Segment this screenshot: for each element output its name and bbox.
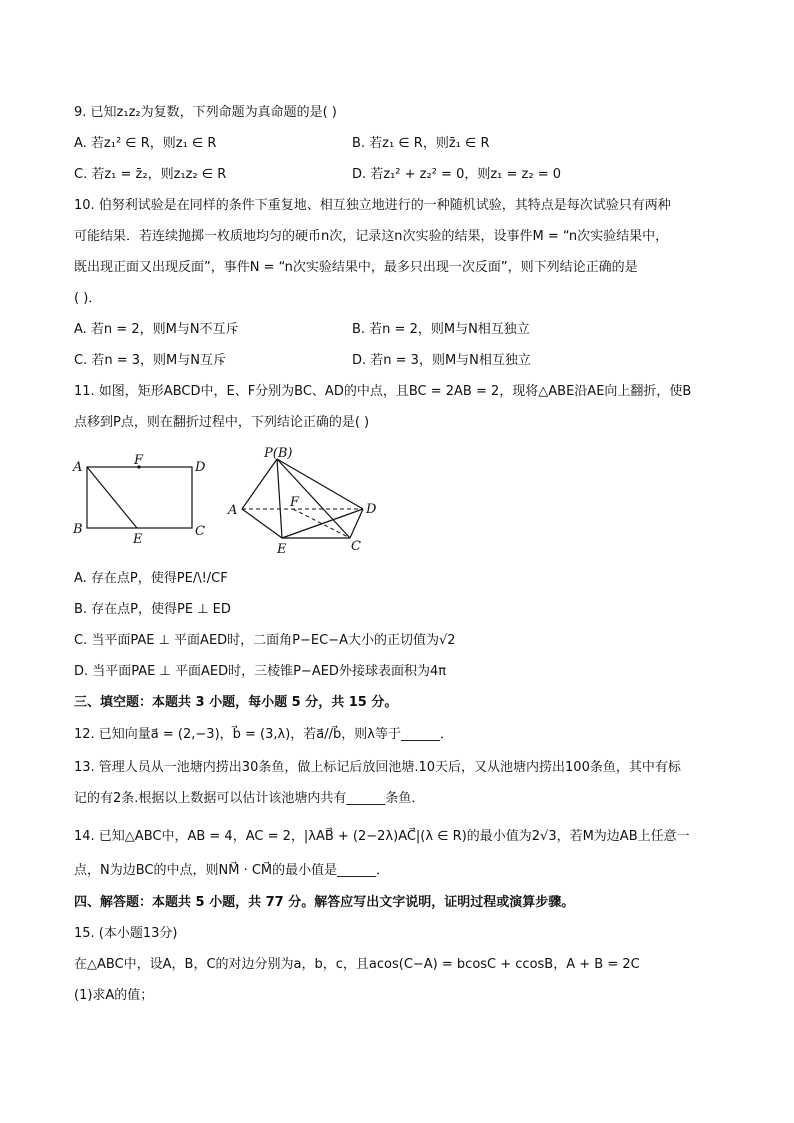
q10-line-4: ( )． xyxy=(74,291,102,306)
q11-option-b: B. 存在点P，使得PE ⊥ ED xyxy=(74,602,231,617)
q10-option-c: C. 若n = 3，则M与N互斥 xyxy=(74,353,226,368)
q15-header: 15. (本小题13分) xyxy=(74,926,178,941)
q15-line-2: (1)求A的值； xyxy=(74,988,154,1003)
label-f: F xyxy=(290,495,300,510)
q9-stem: 9. 已知z₁z₂为复数，下列命题为真命题的是( ) xyxy=(74,105,337,120)
label-e: E xyxy=(277,542,287,557)
segment-ae xyxy=(87,467,137,528)
rectangle-figure xyxy=(72,453,206,547)
label-pb: P(B) xyxy=(264,446,293,461)
label-a: A xyxy=(228,503,238,518)
q12-text: 12. 已知向量a⃗ = (2,−3)，b⃗ = (3,λ)，若a⃗//b⃗，则λ等于______． xyxy=(74,727,453,742)
label-b: B xyxy=(73,522,83,537)
q9-option-b: B. 若z₁ ∈ R，则z̄₁ ∈ R xyxy=(352,136,490,151)
q10-option-a: A. 若n = 2，则M与N不互斥 xyxy=(74,322,239,337)
segment-pe xyxy=(277,459,282,538)
q15-line-1: 在△ABC中，设A，B，C的对边分别为a，b，c，且acos(C−A) = bcosC + ccosB，A + B = 2C xyxy=(74,957,640,972)
segment-ae xyxy=(242,509,282,538)
q10-line-2: 可能结果．若连续抛掷一枚质地均匀的硬币n次，记录这n次实验的结果，设事件M = “n次实验结果中， xyxy=(74,229,669,244)
label-a: A xyxy=(73,460,83,475)
label-c: C xyxy=(351,539,361,554)
solid-figure xyxy=(227,446,377,557)
q10-option-b: B. 若n = 2，则M与N相互独立 xyxy=(352,322,530,337)
q10-line-3: 既出现正面又出现反面”，事件N = “n次实验结果中，最多只出现一次反面”，则下列结论正确的是 xyxy=(74,260,638,275)
q9-option-c: C. 若z₁ = z̄₂，则z₁z₂ ∈ R xyxy=(74,167,227,182)
rectangle-abcd xyxy=(87,467,192,528)
section-3-heading: 三、填空题：本题共 3 小题，每小题 5 分，共 15 分。 xyxy=(74,695,398,710)
q11-option-d: D. 当平面PAE ⊥ 平面AED时，三棱锥P−AED外接球表面积为4π xyxy=(74,664,447,679)
q14-line-2: 点，N为边BC的中点，则NM⃗ · CM⃗的最小值是______． xyxy=(74,863,390,878)
q13-line-2: 记的有2条.根据以上数据可以估计该池塘内共有______条鱼． xyxy=(74,791,425,806)
label-c: C xyxy=(195,524,205,539)
label-d: D xyxy=(366,502,377,517)
q11-line-1: 11. 如图，矩形ABCD中，E、F分别为BC、AD的中点，且BC = 2AB = 2，现将△ABE沿AE向上翻折，使B xyxy=(74,384,692,399)
q10-line-1: 10. 伯努利试验是在同样的条件下重复地、相互独立地进行的一种随机试验，其特点是每次试验只有两种 xyxy=(74,198,671,213)
q11-line-2: 点移到P点，则在翻折过程中，下列结论正确的是( ) xyxy=(74,415,370,430)
segment-ed xyxy=(282,509,363,538)
section-4-heading: 四、解答题：本题共 5 小题，共 77 分。解答应写出文字说明，证明过程或演算步骤。 xyxy=(74,895,575,910)
q14-line-1: 14. 已知△ABC中，AB = 4，AC = 2，|λAB⃗ + (2−2λ)AC⃗|(λ ∈ R)的最小值为2√3，若M为边AB上任意一 xyxy=(74,829,690,844)
segment-pa xyxy=(242,459,277,509)
q9-option-d: D. 若z₁² + z₂² = 0，则z₁ = z₂ = 0 xyxy=(352,167,562,182)
q11-option-a: A. 存在点P，使得PE/\!/CF xyxy=(74,571,228,586)
label-d: D xyxy=(195,460,206,475)
q9-option-a: A. 若z₁² ∈ R，则z₁ ∈ R xyxy=(74,136,217,151)
label-e: E xyxy=(133,532,143,547)
label-f: F xyxy=(134,453,144,468)
q13-line-1: 13. 管理人员从一池塘内捞出30条鱼，做上标记后放回池塘.10天后，又从池塘内捞出100条鱼，其中有标 xyxy=(74,760,681,775)
q11-figure xyxy=(70,443,400,558)
q10-option-d: D. 若n = 3，则M与N相互独立 xyxy=(352,353,531,368)
q11-option-c: C. 当平面PAE ⊥ 平面AED时，二面角P−EC−A大小的正切值为√2 xyxy=(74,633,456,648)
